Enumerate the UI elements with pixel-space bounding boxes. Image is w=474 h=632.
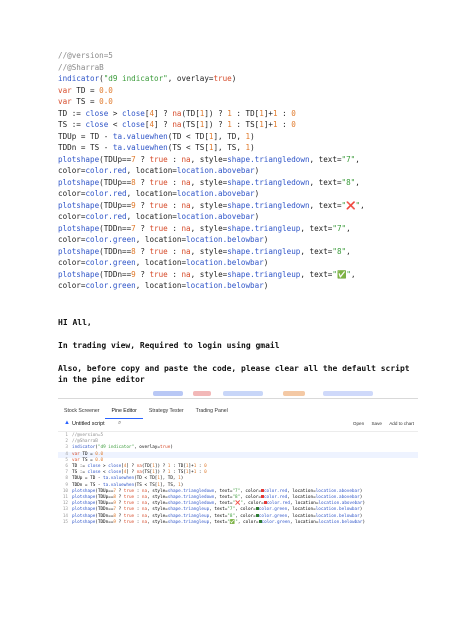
code-line: color=color.red, location=location.abovebar): [58, 212, 260, 221]
tab-pine-editor[interactable]: Pine Editor: [105, 405, 142, 419]
instruction-line-2: in the pine editor: [58, 375, 145, 384]
code-line: plotshape(TDUp==7 ? true : na, style=shape.triangledown, text="7",: [58, 154, 360, 164]
search-icon[interactable]: ⌕: [118, 420, 122, 426]
tab-trading-panel[interactable]: Trading Panel: [195, 408, 228, 414]
editor-line: 11 plotshape(TDUp==8 ? true : na, style=shape.triangledown, text="8", color= color.red, location=location.abovebar): [58, 495, 418, 501]
greeting-text: HI All,: [58, 318, 92, 327]
line-number: 11: [62, 495, 68, 501]
code-line: plotshape(TDUp==9 ? true : na, style=shape.triangledown, text="❌",: [58, 200, 365, 210]
code-line: //@SharraB: [58, 62, 104, 72]
save-button[interactable]: Save: [371, 421, 382, 426]
code-line: color=color.green, location=location.belowbar): [58, 281, 269, 290]
instruction-line-1: Also, before copy and paste the code, please clear all the default script: [58, 364, 410, 373]
line-number: 8: [65, 476, 68, 482]
editor-line: 6 TD := close > close[4] ? na(TD[1]) ? 1 : TD[1]+1 : 0: [58, 464, 418, 470]
line-number: 15: [62, 519, 68, 525]
editor-line: 5 var TS = 0.0: [58, 458, 418, 464]
line-number: 14: [62, 513, 68, 519]
code-editor[interactable]: [58, 433, 418, 526]
login-note: In trading view, Required to login using gmail: [58, 341, 280, 350]
code-line: plotshape(TDDn==7 ? true : na, style=shape.triangleup, text="7",: [58, 223, 351, 233]
add-to-chart-button[interactable]: Add to chart: [389, 421, 414, 426]
code-line: plotshape(TDDn==8 ? true : na, style=shape.triangleup, text="8",: [58, 246, 351, 256]
line-number: 2: [65, 439, 68, 445]
code-line: TD := close > close[4] ? na(TD[1]) ? 1 : TD[1]+1 : 0: [58, 108, 296, 118]
code-line: color=color.red, location=location.abovebar): [58, 166, 260, 175]
code-block: [58, 50, 365, 292]
tab-strategy-tester[interactable]: Strategy Tester: [148, 408, 184, 414]
line-number: 3: [65, 445, 68, 451]
code-line: plotshape(TDUp==8 ? true : na, style=shape.triangledown, text="8",: [58, 177, 360, 187]
editor-line: 9 TDDn = TS - ta.valuewhen(TS < TS[1], TS, 1): [58, 483, 418, 489]
code-line: plotshape(TDDn==9 ? true : na, style=shape.triangleup, text="✅",: [58, 269, 356, 279]
tab-stock-screener[interactable]: Stock Screener: [64, 408, 100, 414]
editor-line: 15 plotshape(TDDn==9 ? true : na, style=shape.triangleup, text="✅", color= color.green, location=location.belowbar): [58, 520, 418, 526]
line-number: 9: [65, 482, 68, 488]
code-line: color=color.green, location=location.belowbar): [58, 258, 269, 267]
line-number: 5: [65, 457, 68, 463]
code-line: indicator("d9 indicator", overlay=true): [58, 74, 237, 83]
open-button[interactable]: Open: [352, 421, 365, 426]
cropped-banner: [153, 391, 393, 399]
editor-line: 1 //@version=5: [58, 433, 418, 439]
code-line: TS := close < close[4] ? na(TS[1]) ? 1 : TS[1]+1 : 0: [58, 120, 296, 129]
editor-line: 8 TDUp = TD - ta.valuewhen(TD < TD[1], TD, 1): [58, 476, 418, 482]
line-number: 12: [62, 501, 68, 507]
editor-line: 3 indicator("d9 indicator", overlay=true): [58, 445, 418, 451]
line-number: 4: [65, 451, 68, 457]
line-number: 7: [65, 470, 68, 476]
line-number: 1: [65, 433, 68, 438]
code-line: TDDn = TS - ta.valuewhen(TS < TS[1], TS, 1): [58, 143, 255, 152]
toolbar-actions: [347, 421, 414, 426]
line-number: 6: [65, 464, 68, 470]
code-line: color=color.red, location=location.abovebar): [58, 189, 260, 198]
line-number: 10: [62, 488, 68, 494]
bottom-panel-tabs: [58, 405, 234, 419]
editor-line: 10 plotshape(TDUp==7 ? true : na, style=shape.triangledown, text="7", color= color.red, location=location.abovebar): [58, 489, 418, 495]
pine-editor-screenshot: [58, 398, 418, 533]
editor-line: 12 plotshape(TDUp==9 ? true : na, style=shape.triangledown, text="❌", color= color.red, location=location.abovebar): [58, 501, 418, 507]
code-line: color=color.green, location=location.belowbar): [58, 235, 269, 244]
code-line: //@version=5: [58, 51, 113, 60]
editor-toolbar: [58, 419, 418, 432]
line-number: 13: [62, 507, 68, 513]
editor-line: 4 var TD = 0.0: [58, 452, 418, 458]
editor-line: 2 //@SharraB: [58, 439, 418, 445]
editor-line: 14 plotshape(TDDn==8 ? true : na, style=shape.triangleup, text="8", color= color.green, location=location.belowbar): [58, 514, 418, 520]
code-line: var TS = 0.0: [58, 97, 113, 106]
code-line: TDUp = TD - ta.valuewhen(TD < TD[1], TD, 1): [58, 131, 255, 141]
editor-line: 13 plotshape(TDDn==7 ? true : na, style=shape.triangleup, text="7", color= color.green, location=location.belowbar): [58, 507, 418, 513]
script-title[interactable]: Untitled script: [72, 421, 105, 427]
script-icon: ▲: [64, 420, 70, 426]
editor-line: 7 TS := close < close[4] ? na(TS[1]) ? 1 : TS[1]+1 : 0: [58, 470, 418, 476]
code-line: var TD = 0.0: [58, 85, 113, 95]
